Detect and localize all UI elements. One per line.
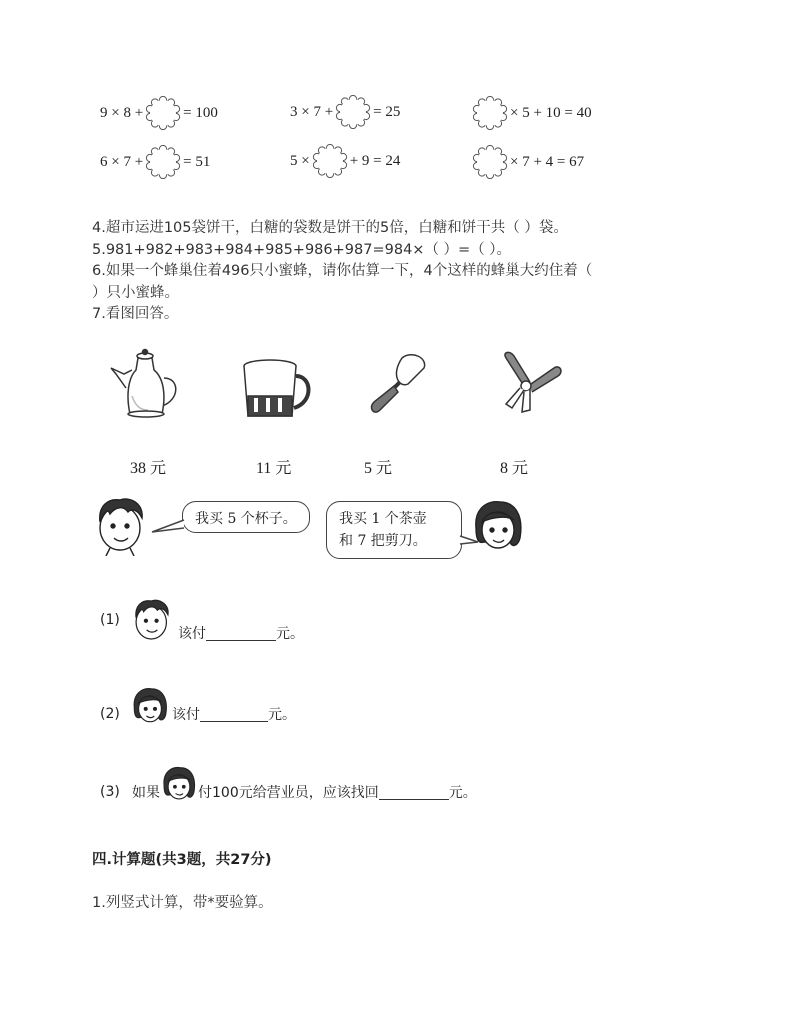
- answer-blank[interactable]: [200, 707, 268, 722]
- girl-speech-line-1: 我买 1 个茶壶: [339, 511, 427, 527]
- equation-left: 9 × 8 +: [100, 104, 144, 121]
- equation-2: [290, 95, 400, 129]
- subquestion-unit: 元。: [276, 626, 304, 642]
- equation-right: = 100: [183, 104, 218, 121]
- blank-flower-icon[interactable]: [145, 96, 181, 130]
- question-4: 4.超市运进105袋饼干，白糖的袋数是饼干的5倍，白糖和饼干共（ ）袋。: [92, 220, 568, 236]
- equation-right: × 7 + 4 = 67: [510, 153, 585, 170]
- question-7: 7.看图回答。: [92, 306, 179, 322]
- item-price: 8 元: [500, 460, 529, 477]
- equation-5: [290, 144, 400, 178]
- item-price: 11 元: [256, 460, 292, 477]
- cup-icon: [240, 358, 314, 420]
- equation-left: 5 ×: [290, 152, 310, 169]
- equation-left: 6 × 7 +: [100, 153, 144, 170]
- equation-right: + 9 = 24: [349, 152, 401, 169]
- girl-avatar-icon: [130, 686, 170, 726]
- boy-avatar-icon: [130, 596, 174, 644]
- question-6-line-1: 6.如果一个蜂巢住着496只小蜜蜂，请你估算一下，4个这样的蜂巢大约住着（: [92, 263, 593, 279]
- question-5: 5.981+982+983+984+985+986+987=984×（ ）=（ ）。: [92, 242, 512, 258]
- girl-speech-bubble: [326, 501, 462, 559]
- subquestion-text: 该付: [178, 626, 206, 642]
- girl-avatar-icon: [160, 764, 198, 804]
- subquestion-unit: 元。: [448, 785, 477, 801]
- trowel-icon: [366, 350, 430, 416]
- blank-flower-icon[interactable]: [145, 145, 181, 179]
- equation-4: [100, 145, 210, 179]
- answer-blank[interactable]: [379, 785, 449, 800]
- subquestion-1: [100, 596, 304, 644]
- subquestion-text: 付100元给营业员，应该找回: [198, 785, 379, 801]
- subquestion-prefix: 如果: [132, 785, 160, 801]
- blank-flower-icon[interactable]: [472, 96, 508, 130]
- equation-right: = 25: [373, 103, 401, 120]
- girl-avatar-icon: [470, 498, 526, 554]
- equation-6: [470, 145, 584, 179]
- section-4-question-1: 1.列竖式计算，带*要验算。: [92, 895, 273, 911]
- equation-1: [100, 96, 218, 130]
- blank-flower-icon[interactable]: [312, 144, 348, 178]
- equation-3: [470, 96, 592, 130]
- blank-flower-icon[interactable]: [335, 95, 371, 129]
- subquestion-3: [100, 764, 477, 804]
- item-price: 5 元: [364, 460, 393, 477]
- question-6-line-2: ）只小蜜蜂。: [92, 285, 179, 301]
- equation-right: × 5 + 10 = 40: [510, 104, 592, 121]
- answer-blank[interactable]: [206, 626, 276, 641]
- subquestion-2: [100, 686, 296, 726]
- item-price: 38 元: [130, 460, 167, 477]
- teapot-icon: [108, 348, 184, 420]
- boy-avatar-icon: [92, 494, 150, 556]
- girl-speech-line-2: 和 7 把剪刀。: [339, 533, 427, 549]
- subquestion-number: (2): [100, 706, 120, 722]
- subquestion-number: (3): [100, 784, 120, 800]
- bubble-tail-icon: [150, 516, 186, 536]
- subquestion-unit: 元。: [268, 707, 296, 723]
- blank-flower-icon[interactable]: [472, 145, 508, 179]
- section-heading: 四.计算题(共3题，共27分): [92, 852, 272, 868]
- scissors-icon: [494, 350, 564, 416]
- subquestion-number: (1): [100, 612, 120, 628]
- boy-speech-bubble: [182, 501, 310, 533]
- equation-right: = 51: [183, 153, 211, 170]
- boy-speech-text: 我买 5 个杯子。: [195, 511, 297, 527]
- subquestion-text: 该付: [172, 707, 200, 723]
- equation-left: 3 × 7 +: [290, 103, 334, 120]
